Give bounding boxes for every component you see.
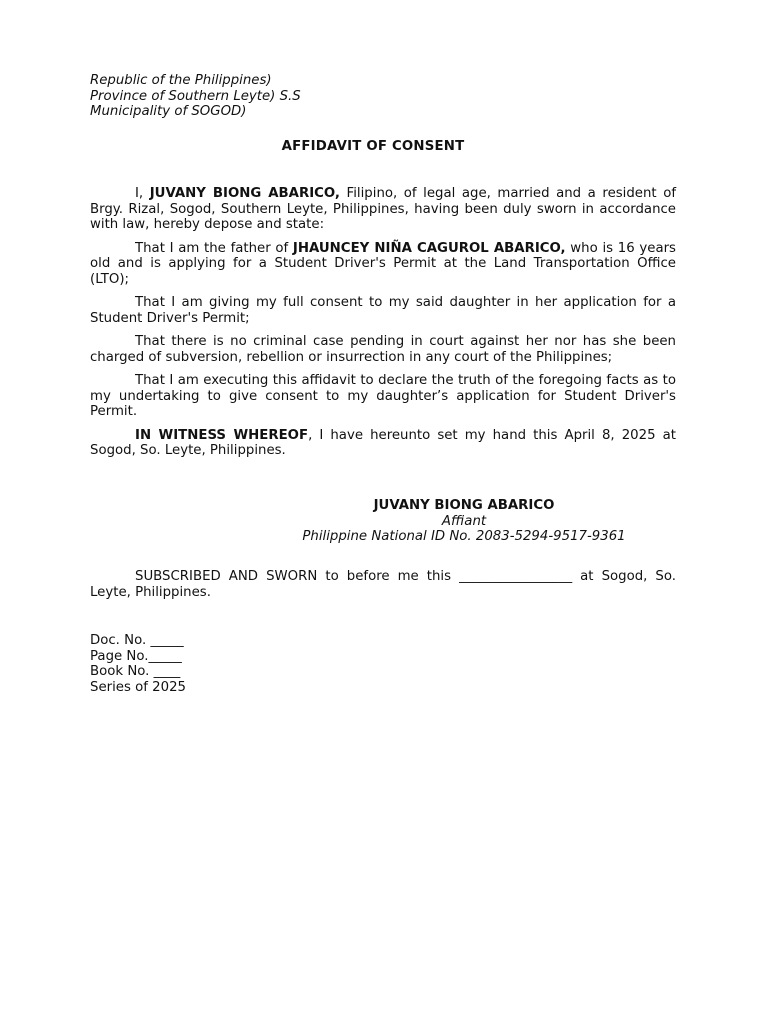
affiant-id: Philippine National ID No. 2083-5294-9517-9361 (302, 529, 626, 544)
affiant-name-inline: JUVANY BIONG ABARICO, (149, 186, 340, 201)
notarial-register (90, 633, 186, 695)
venue-province: Province of Southern Leyte) S.S (90, 88, 301, 104)
paragraph-no-criminal-case: That there is no criminal case pending in court against her nor has she been charged of subversion, rebellion or insurrection in any court of the Philippines; (90, 334, 676, 365)
affiant-name: JUVANY BIONG ABARICO (373, 498, 555, 513)
paragraph-executing: That I am executing this affidavit to declare the truth of the foregoing facts as to my undertaking to give consent to my daughter’s application for Student Driver's Permit. (90, 373, 676, 419)
page-number: Page No._____ (90, 648, 182, 664)
venue-republic: Republic of the Philippines) (90, 73, 272, 88)
affidavit-body (90, 186, 676, 467)
book-number: Book No. ____ (90, 664, 181, 679)
paragraph-father-of (90, 241, 676, 288)
jurat-block (90, 569, 676, 600)
father-pre: That I am the father of (135, 240, 293, 256)
paragraph-affiant-intro (90, 186, 676, 233)
doc-number: Doc. No. _____ (90, 633, 184, 648)
signature-block (258, 498, 670, 545)
series-year: Series of 2025 (90, 679, 186, 695)
venue-header (90, 73, 301, 120)
venue-municipality: Municipality of SOGOD) (90, 104, 247, 119)
witness-post: , I have hereunto set my hand this April 8, 2025 at Sogod, So. Leyte, Philippines. (90, 427, 676, 458)
paragraph-consent: That I am giving my full consent to my said daughter in her application for a Student Driver's Permit; (90, 295, 676, 326)
daughter-name: JHAUNCEY NIÑA CAGUROL ABARICO, (292, 240, 566, 256)
paragraph-witness (90, 428, 676, 459)
document-title: AFFIDAVIT OF CONSENT (281, 139, 465, 154)
intro-post: Filipino, of legal age, married and a resident of Brgy. Rizal, Sogod, Southern Leyte, Philippines, having been duly sworn in accordance with law, hereby depose and state: (90, 186, 677, 232)
witness-lead: IN WITNESS WHEREOF (135, 427, 309, 443)
jurat-text: SUBSCRIBED AND SWORN to before me this _________________ at Sogod, So. Leyte, Philippines. (90, 569, 676, 600)
affiant-role: Affiant (441, 513, 487, 529)
father-post: who is 16 years old and is applying for a Student Driver's Permit at the Land Transportation Office (LTO); (90, 240, 676, 287)
intro-pre: I, (135, 186, 150, 201)
